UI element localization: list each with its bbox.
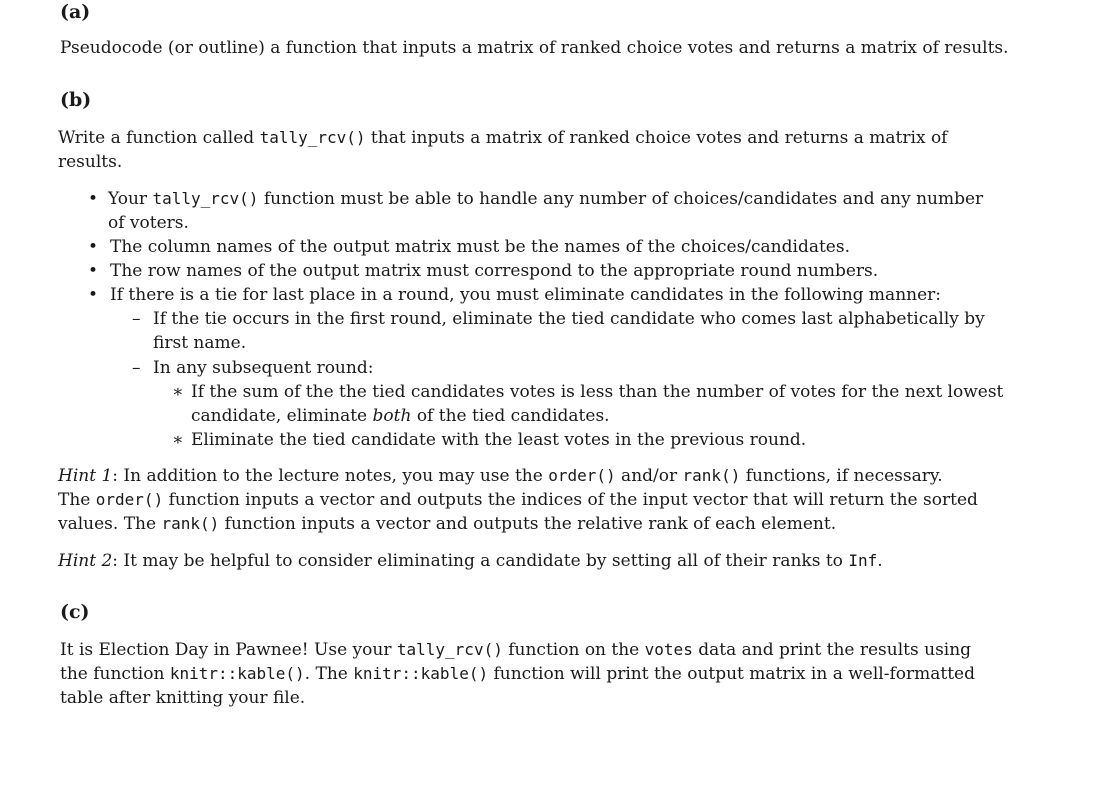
hint-1-line2: The order() function inputs a vector and outputs the indices of the input vector that will return the sorted — [58, 490, 978, 510]
section-b-intro-line1: Write a function called tally_rcv() that inputs a matrix of ranked choice votes and returns a matrix of — [58, 128, 948, 148]
hint-2-label: Hint 2 — [58, 551, 113, 571]
section-a-heading: (a) — [60, 1, 91, 23]
section-c-line2: the function knitr::kable(). The knitr::kable() function will print the output matrix in a well-formatted — [60, 664, 976, 684]
sub-item-2: In any subsequent round: — [153, 358, 374, 378]
subsub-item-2: Eliminate the tied candidate with the least votes in the previous round. — [191, 430, 807, 450]
hint-1-line1: Hint 1: In addition to the lecture notes, you may use the order() and/or rank() functions, if necessary. — [58, 466, 943, 486]
hint-2: Hint 2: It may be helpful to consider eliminating a candidate by setting all of their ranks to Inf. — [58, 551, 883, 571]
section-c-line3: table after knitting your file. — [60, 688, 306, 708]
dash-marker: – — [132, 358, 141, 378]
section-b-intro-line2: results. — [58, 152, 123, 172]
bullet-marker: • — [88, 237, 99, 257]
star-marker: ∗ — [172, 430, 184, 450]
section-c-line1: It is Election Day in Pawnee! Use your tally_rcv() function on the votes data and print the results using — [60, 640, 972, 660]
subsub-item-1-line1: If the sum of the the tied candidates votes is less than the number of votes for the next lowest — [191, 382, 1004, 402]
bullet-2: The column names of the output matrix must be the names of the choices/candidates. — [110, 237, 850, 257]
bullet-4: If there is a tie for last place in a round, you must eliminate candidates in the following manner: — [110, 285, 941, 305]
bullet-1-line2: of voters. — [108, 213, 189, 233]
code-rank: rank() — [682, 466, 741, 485]
code-votes: votes — [644, 640, 693, 659]
code-tally-rcv: tally_rcv() — [396, 640, 503, 659]
code-inf: Inf — [848, 551, 878, 570]
code-kable: knitr::kable() — [353, 664, 489, 683]
section-b-heading: (b) — [60, 89, 92, 111]
code-kable: knitr::kable() — [169, 664, 305, 683]
emphasis-both: both — [372, 406, 412, 426]
hint-1-line3: values. The rank() function inputs a vector and outputs the relative rank of each element. — [58, 514, 837, 534]
code-tally-rcv: tally_rcv() — [152, 189, 259, 208]
dash-marker: – — [132, 309, 141, 329]
hint-1-label: Hint 1 — [58, 466, 113, 486]
code-rank: rank() — [161, 514, 220, 533]
code-order: order() — [95, 490, 164, 509]
star-marker: ∗ — [172, 382, 184, 402]
sub-item-1-line2: first name. — [153, 333, 247, 353]
bullet-marker: • — [88, 285, 99, 305]
section-c-heading: (c) — [60, 601, 90, 623]
code-order: order() — [548, 466, 616, 485]
code-tally-rcv: tally_rcv() — [259, 128, 366, 147]
sub-item-1-line1: If the tie occurs in the first round, eliminate the tied candidate who comes last alphabetically by — [153, 309, 985, 329]
bullet-1-line1: Your tally_rcv() function must be able to handle any number of choices/candidates and any number — [108, 189, 984, 209]
section-a-text: Pseudocode (or outline) a function that inputs a matrix of ranked choice votes and returns a matrix of results. — [60, 38, 1009, 58]
subsub-item-1-line2: candidate, eliminate both of the tied candidates. — [191, 406, 610, 426]
bullet-marker: • — [88, 261, 99, 281]
bullet-3: The row names of the output matrix must correspond to the appropriate round numbers. — [110, 261, 879, 281]
bullet-marker: • — [88, 189, 99, 209]
